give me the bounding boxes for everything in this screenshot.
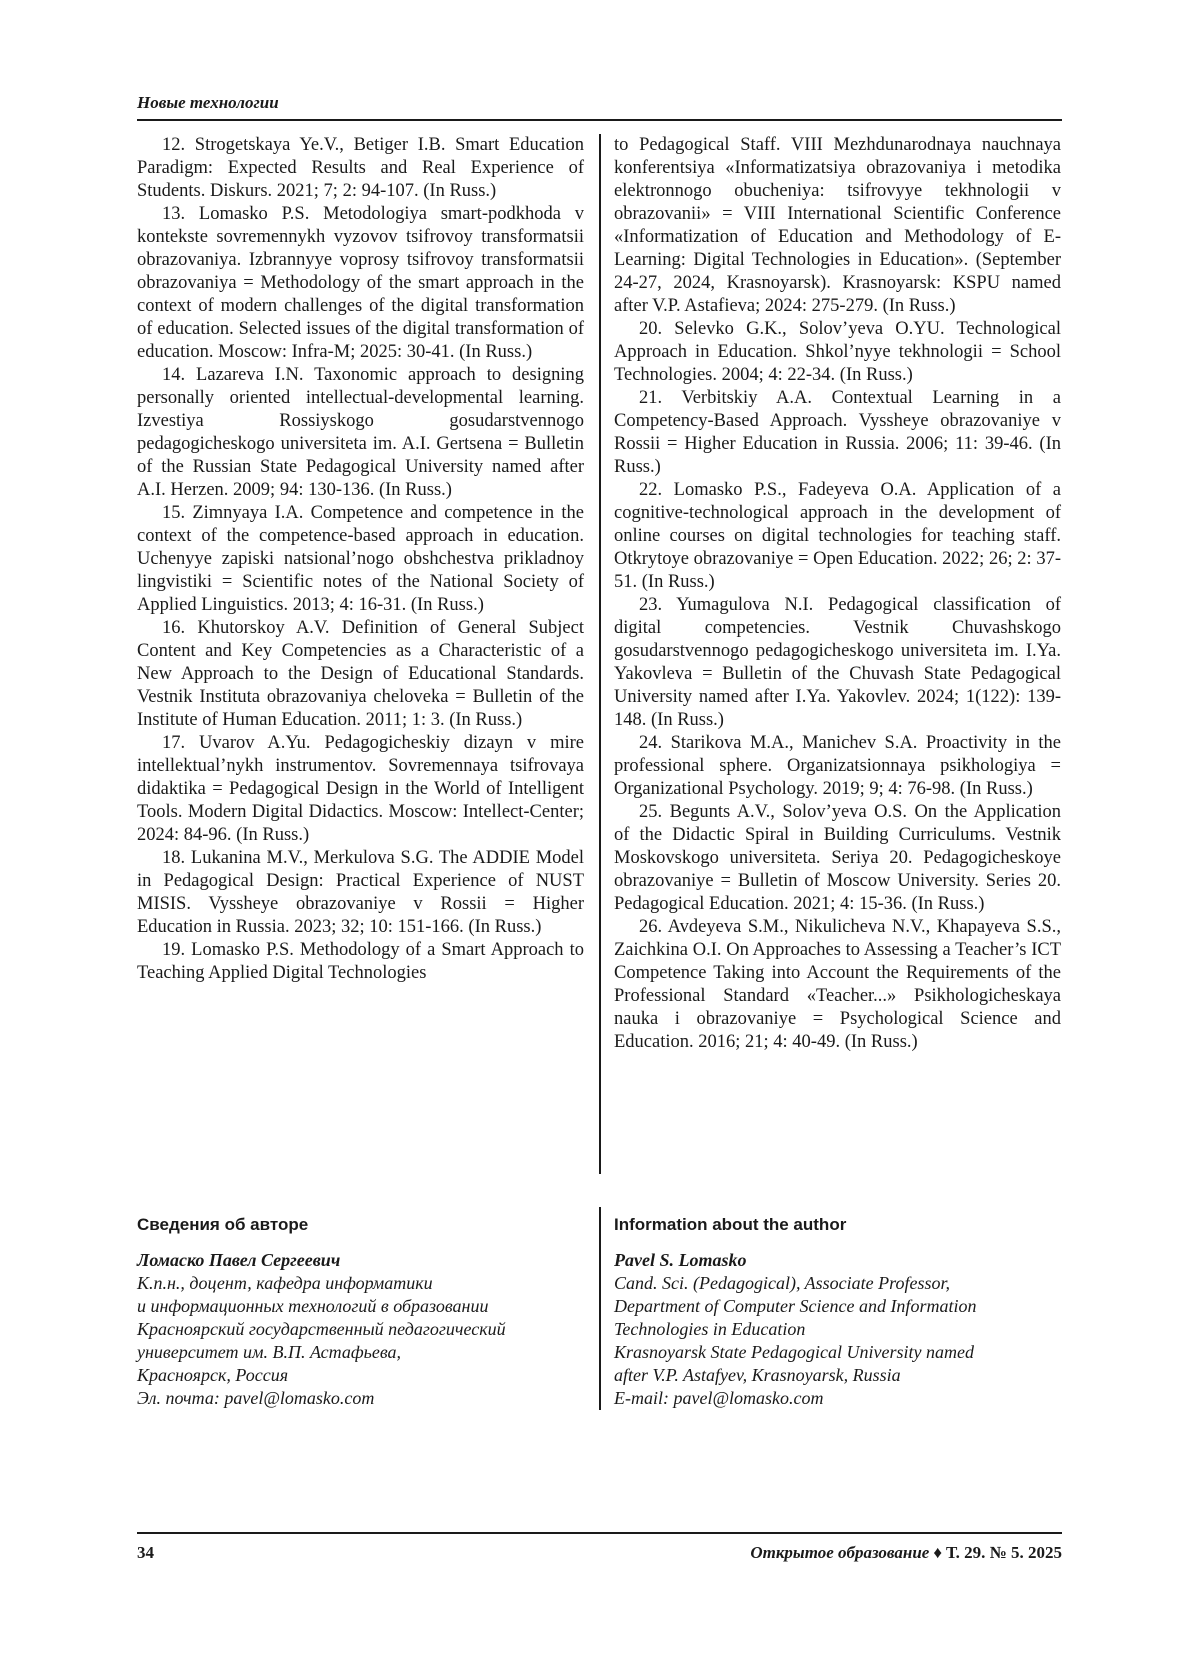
author-affiliation-line: К.п.н., доцент, кафедра информатики (137, 1273, 433, 1293)
running-header (137, 92, 1062, 114)
author-affiliation-line: after V.P. Astafyev, Krasnoyarsk, Russia (614, 1365, 901, 1385)
author-affiliation-line: Красноярский государственный педагогический (137, 1319, 506, 1339)
author-affiliation-line: Cand. Sci. (Pedagogical), Associate Professor, (614, 1273, 950, 1293)
reference-item: 19. Lomasko P.S. Methodology of a Smart Approach to Teaching Applied Digital Technologies (137, 940, 584, 983)
reference-item: 20. Selevko G.K., Solov’yeva O.YU. Technological Approach in Education. Shkol’nyye tekhnologii = School Technologies. 2004; 4: 22-34. (In Russ.) (614, 319, 1061, 385)
author-affiliation-line: Красноярск, Россия (137, 1365, 289, 1385)
column-divider (599, 1207, 601, 1410)
author-affiliation-line: Department of Computer Science and Information (614, 1296, 977, 1316)
column-divider (599, 134, 601, 1174)
page-footer (137, 1541, 1062, 1565)
reference-item: 14. Lazareva I.N. Taxonomic approach to designing personally oriented intellectual-developmental learning. Izvestiya Rossiyskogo gosudarstvennogo pedagogicheskogo universiteta im. A.I. Gertsena = Bulletin of the Russian State Pedagogical University named after A.I. Herzen. 2009; 94: 130-136. (In Russ.) (137, 365, 584, 500)
author-affiliation-line: университет им. В.П. Астафьева, (137, 1342, 402, 1362)
diamond-icon: ♦ (933, 1543, 943, 1562)
reference-item: 21. Verbitskiy A.A. Contextual Learning in a Competency-Based Approach. Vyssheye obrazovaniye v Rossii = Higher Education in Russia. 2006; 11: 39-46. (In Russ.) (614, 388, 1061, 477)
journal-name: Открытое образование (750, 1543, 930, 1562)
author-email: E-mail: pavel@lomasko.com (614, 1388, 824, 1408)
reference-item: 12. Strogetskaya Ye.V., Betiger I.B. Smart Education Paradigm: Expected Results and Real Experience of Students. Diskurs. 2021; 7; 2: 94-107. (In Russ.) (137, 135, 584, 201)
author-info-russian (137, 1214, 584, 1410)
reference-item: 25. Begunts A.V., Solov’yeva O.S. On the Application of the Didactic Spiral in Building Curriculums. Vestnik Moskovskogo universiteta. Seriya 20. Pedagogicheskoye obrazovaniye = Bulletin of Moscow University. Series 20. Pedagogical Education. 2021; 4: 15-36. (In Russ.) (614, 802, 1061, 914)
references-right-column (614, 134, 1061, 1054)
references-left-column (137, 134, 584, 985)
reference-item: 22. Lomasko P.S., Fadeyeva O.A. Application of a cognitive-technological approach in the development of online courses on digital technologies for teaching staff. Otkrytoye obrazovaniye = Open Education. 2022; 26; 2: 37-51. (In Russ.) (614, 480, 1061, 592)
reference-item: 15. Zimnyaya I.A. Competence and competence in the context of the competence-based approach in education. Uchenyye zapiski natsional’nogo obshchestva prikladnoy lingvistiki = Scientific notes of the National Society of Applied Linguistics. 2013; 4: 16-31. (In Russ.) (137, 503, 584, 615)
header-rule (137, 119, 1062, 121)
reference-item: 24. Starikova M.A., Manichev S.A. Proactivity in the professional sphere. Organizatsionnaya psikhologiya = Organizational Psychology. 2019; 9; 4: 76-98. (In Russ.) (614, 733, 1061, 799)
footer-rule (137, 1532, 1062, 1534)
author-heading: Information about the author (614, 1215, 847, 1234)
author-name: Ломаско Павел Сергеевич (137, 1250, 341, 1270)
author-info-english (614, 1214, 1061, 1410)
author-affiliation-line: и информационных технологий в образовании (137, 1296, 489, 1316)
author-affiliation-line: Krasnoyarsk State Pedagogical University named (614, 1342, 974, 1362)
author-name: Pavel S. Lomasko (614, 1250, 747, 1270)
journal-issue: Т. 29. № 5. 2025 (946, 1543, 1062, 1562)
reference-item: 18. Lukanina M.V., Merkulova S.G. The ADDIE Model in Pedagogical Design: Practical Experience of NUST MISIS. Vyssheye obrazovaniye v Rossii = Higher Education in Russia. 2023; 32; 10: 151-166. (In Russ.) (137, 848, 584, 937)
reference-item: 16. Khutorskoy A.V. Definition of General Subject Content and Key Competencies as a Characteristic of a New Approach to the Design of Educational Standards. Vestnik Instituta obrazovaniya cheloveka = Bulletin of the Institute of Human Education. 2011; 1: 3. (In Russ.) (137, 618, 584, 730)
reference-item: 23. Yumagulova N.I. Pedagogical classification of digital competencies. Vestnik Chuvashskogo gosudarstvennogo pedagogicheskogo universiteta im. I.Ya. Yakovleva = Bulletin of the Chuvash State Pedagogical University named after I.Ya. Yakovlev. 2024; 1(122): 139-148. (In Russ.) (614, 595, 1061, 730)
author-heading: Сведения об авторе (137, 1215, 309, 1234)
section-title: Новые технологии (137, 93, 279, 112)
page-number: 34 (137, 1543, 154, 1562)
reference-item: 17. Uvarov A.Yu. Pedagogicheskiy dizayn v mire intellektual’nykh instrumentov. Sovremennaya tsifrovaya didaktika = Pedagogical Design in the World of Intelligent Tools. Modern Digital Didactics. Moscow: Intellect-Center; 2024: 84-96. (In Russ.) (137, 733, 584, 845)
author-email: Эл. почта: pavel@lomasko.com (137, 1388, 375, 1408)
reference-item: 13. Lomasko P.S. Metodologiya smart-podkhoda v kontekste sovremennykh vyzovov tsifrovoy transformatsii obrazovaniya. Izbrannyye voprosy tsifrovoy transformatsii obrazovaniya = Methodology of the smart approach in the context of modern challenges of the digital transformation of education. Selected issues of the digital transformation of education. Moscow: Infra-M; 2025: 30-41. (In Russ.) (137, 204, 584, 362)
reference-continuation: to Pedagogical Staff. VIII Mezhdunarodnaya nauchnaya konferentsiya «Informatizatsiya obrazovaniya i metodika elektronnogo obucheniya: tsifrovyye tekhnologii v obrazovanii» = VIII International Scientific Conference «Informatization of Education and Methodology of E-Learning: Digital Technologies in Education». (September 24-27, 2024, Krasnoyarsk). Krasnoyarsk: KSPU named after V.P. Astafieva; 2024: 275-279. (In Russ.) (614, 135, 1061, 316)
author-affiliation-line: Technologies in Education (614, 1319, 806, 1339)
journal-info (750, 1541, 1062, 1565)
reference-item: 26. Avdeyeva S.M., Nikulicheva N.V., Khapayeva S.S., Zaichkina O.I. On Approaches to Assessing a Teacher’s ICT Competence Taking into Account the Requirements of the Professional Standard «Teacher...» Psikhologicheskaya nauka i obrazovaniye = Psychological Science and Education. 2016; 21; 4: 40-49. (In Russ.) (614, 917, 1061, 1052)
